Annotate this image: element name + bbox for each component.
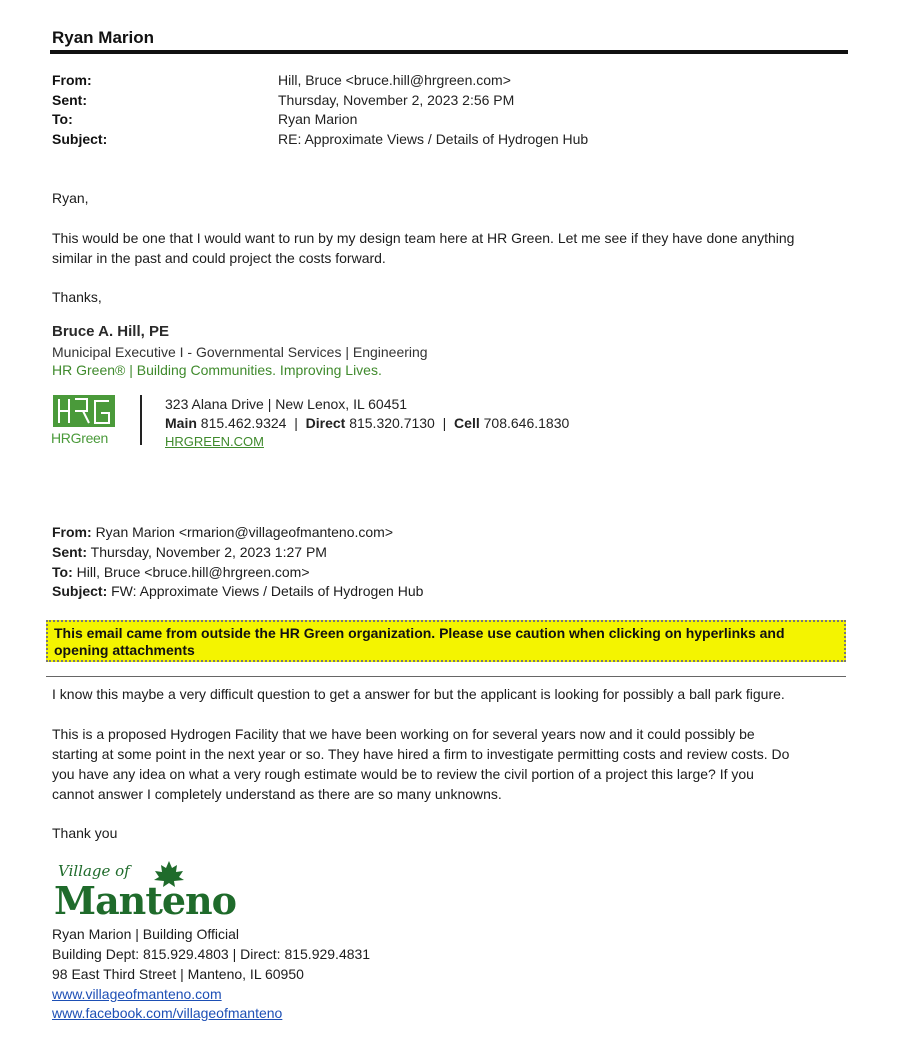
original-paragraph-2-line-2: starting at some point in the next year or so. They have hired a firm to investigate permitting costs and review costs. Do bbox=[52, 746, 790, 762]
signature-vertical-divider bbox=[140, 395, 142, 445]
original-to-label: To: bbox=[52, 564, 73, 580]
logo-manteno: Manteno bbox=[54, 878, 237, 923]
reply-sent-label: Sent: bbox=[52, 92, 87, 108]
cell-number: 708.646.1830 bbox=[483, 415, 570, 431]
hrg-monogram-icon bbox=[53, 395, 115, 427]
manteno-website-line bbox=[52, 986, 222, 1002]
original-sent-value: Thursday, November 2, 2023 1:27 PM bbox=[90, 544, 327, 560]
signature-title: Municipal Executive I - Governmental Services | Engineering bbox=[52, 344, 428, 360]
manteno-name-line: Ryan Marion | Building Official bbox=[52, 926, 240, 942]
original-paragraph-1: I know this maybe a very difficult question to get a answer for but the applicant is looking for possibly a ball park figure. bbox=[52, 686, 785, 702]
reply-paragraph-line-1: This would be one that I would want to run by my design team here at HR Green. Let me see if they have done anything bbox=[52, 230, 795, 246]
cell-label: Cell bbox=[454, 415, 480, 431]
main-number: 815.462.9324 bbox=[200, 415, 287, 431]
reply-from-value: Hill, Bruce <bruce.hill@hrgreen.com> bbox=[278, 72, 511, 88]
signature-name: Bruce A. Hill, PE bbox=[52, 323, 169, 340]
warning-line-1: This email came from outside the HR Green organization. Please use caution when clicking on hyperlinks and bbox=[54, 625, 785, 641]
original-sent-line bbox=[52, 544, 327, 560]
original-from-label: From: bbox=[52, 524, 92, 540]
external-email-warning-banner bbox=[46, 620, 846, 662]
original-subject-label: Subject: bbox=[52, 583, 108, 599]
hrgreen-logo-wordmark: HRGreen bbox=[51, 430, 109, 446]
hrgreen-logo-mark bbox=[53, 395, 115, 427]
manteno-facebook-line bbox=[52, 1005, 282, 1021]
manteno-website-link[interactable]: www.villageofmanteno.com bbox=[52, 986, 222, 1002]
signature-tagline: HR Green® | Building Communities. Improving Lives. bbox=[52, 362, 382, 378]
original-from-value: Ryan Marion <rmarion@villageofmanteno.com> bbox=[95, 524, 394, 540]
reply-from-label: From: bbox=[52, 72, 92, 88]
logo-village-of: Village of bbox=[58, 862, 130, 880]
reply-greeting: Ryan, bbox=[52, 190, 89, 206]
reply-paragraph-line-2: similar in the past and could project the costs forward. bbox=[52, 250, 386, 266]
separator: | bbox=[438, 415, 451, 431]
reply-closing: Thanks, bbox=[52, 289, 102, 305]
original-subject-line bbox=[52, 583, 423, 599]
manteno-facebook-link[interactable]: www.facebook.com/villageofmanteno bbox=[52, 1005, 283, 1021]
reply-sent-value: Thursday, November 2, 2023 2:56 PM bbox=[278, 92, 515, 108]
header-divider bbox=[50, 50, 848, 54]
reply-subject-label: Subject: bbox=[52, 131, 108, 147]
original-subject-value: FW: Approximate Views / Details of Hydrogen Hub bbox=[111, 583, 424, 599]
village-of-manteno-logo bbox=[52, 858, 267, 924]
original-paragraph-2-line-1: This is a proposed Hydrogen Facility that we have been working on for several years now and it could possibly be bbox=[52, 726, 755, 742]
direct-label: Direct bbox=[305, 415, 346, 431]
separator: | bbox=[290, 415, 302, 431]
original-from-line bbox=[52, 524, 393, 540]
original-paragraph-2-line-4: cannot answer I completely understand as there are so many unknowns. bbox=[52, 786, 502, 802]
reply-to-label: To: bbox=[52, 111, 73, 127]
direct-number: 815.320.7130 bbox=[349, 415, 435, 431]
reply-to-value: Ryan Marion bbox=[278, 111, 358, 127]
original-paragraph-2-line-3: you have any idea on what a very rough estimate would be to review the civil portion of a project this large? If you bbox=[52, 766, 754, 782]
hrgreen-address: 323 Alana Drive | New Lenox, IL 60451 bbox=[165, 396, 408, 412]
reply-subject-value: RE: Approximate Views / Details of Hydrogen Hub bbox=[278, 131, 589, 147]
main-label: Main bbox=[165, 415, 197, 431]
warning-divider bbox=[46, 676, 846, 677]
warning-line-2: opening attachments bbox=[54, 642, 195, 658]
original-to-value: Hill, Bruce <bruce.hill@hrgreen.com> bbox=[76, 564, 310, 580]
hrgreen-phones bbox=[165, 415, 569, 431]
manteno-address: 98 East Third Street | Manteno, IL 60950 bbox=[52, 966, 304, 982]
hrgreen-website-link[interactable]: HRGREEN.COM bbox=[165, 434, 264, 449]
original-to-line bbox=[52, 564, 310, 580]
document-owner-name: Ryan Marion bbox=[52, 28, 155, 47]
original-sent-label: Sent: bbox=[52, 544, 87, 560]
manteno-phones: Building Dept: 815.929.4803 | Direct: 815.929.4831 bbox=[52, 946, 371, 962]
original-closing: Thank you bbox=[52, 825, 118, 841]
